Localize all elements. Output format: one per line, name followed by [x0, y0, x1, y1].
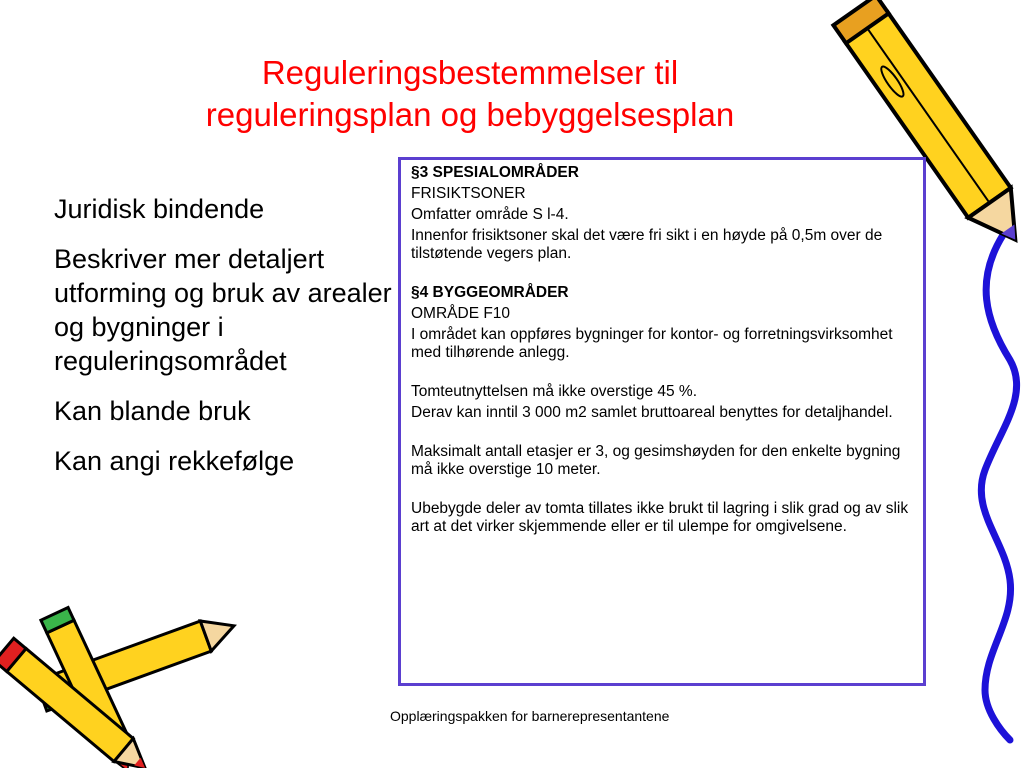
slide-footer: Opplæringspakken for barnerepresentantene: [390, 708, 670, 724]
bullet-item: Beskriver mer detaljert utforming og bruk av arealer og bygninger i reguleringsområdet: [54, 244, 392, 376]
section-4-text: Derav kan inntil 3 000 m2 samlet bruttoareal benyttes for detaljhandel.: [411, 404, 893, 421]
section-4-text: I området kan oppføres bygninger for kontor- og forretningsvirksomhet med tilhørende anlegg.: [411, 326, 893, 361]
section-4-heading: §4 BYGGEOMRÅDER: [411, 284, 569, 301]
bullet-item: Juridisk bindende: [54, 194, 265, 224]
section-3-subheading: FRISIKTSONER: [411, 185, 526, 202]
bullet-list: [54, 192, 394, 494]
bullet-item: Kan blande bruk: [54, 396, 251, 426]
section-3-text: Omfatter område S l-4.: [411, 206, 569, 223]
section-4-text: Tomteutnyttelsen må ikke overstige 45 %.: [411, 383, 698, 400]
slide-title-line2: reguleringsplan og bebyggelsesplan: [205, 96, 735, 133]
section-4-subheading: OMRÅDE F10: [411, 305, 511, 322]
slide-title-line1: Reguleringsbestemmelser til: [261, 54, 679, 91]
section-4-text: Ubebygde deler av tomta tillates ikke brukt til lagring i slik grad og av slik art at det virker skjemmende eller er til ulempe for omgivelsene.: [411, 500, 909, 535]
regulations-text-box: [398, 157, 926, 686]
section-4-text: Maksimalt antall etasjer er 3, og gesimshøyden for den enkelte bygning må ikke overstige 10 meter.: [411, 443, 901, 478]
pencil-cluster-icon: [0, 608, 239, 768]
bullet-item: Kan angi rekkefølge: [54, 446, 295, 476]
wavy-line-decoration: [981, 235, 1016, 740]
section-3-text: Innenfor frisiktsoner skal det være fri sikt i en høyde på 0,5m over de tilstøtende vegers plan.: [411, 227, 883, 262]
section-3-heading: §3 SPESIALOMRÅDER: [411, 164, 579, 181]
slide-title: [110, 52, 830, 136]
